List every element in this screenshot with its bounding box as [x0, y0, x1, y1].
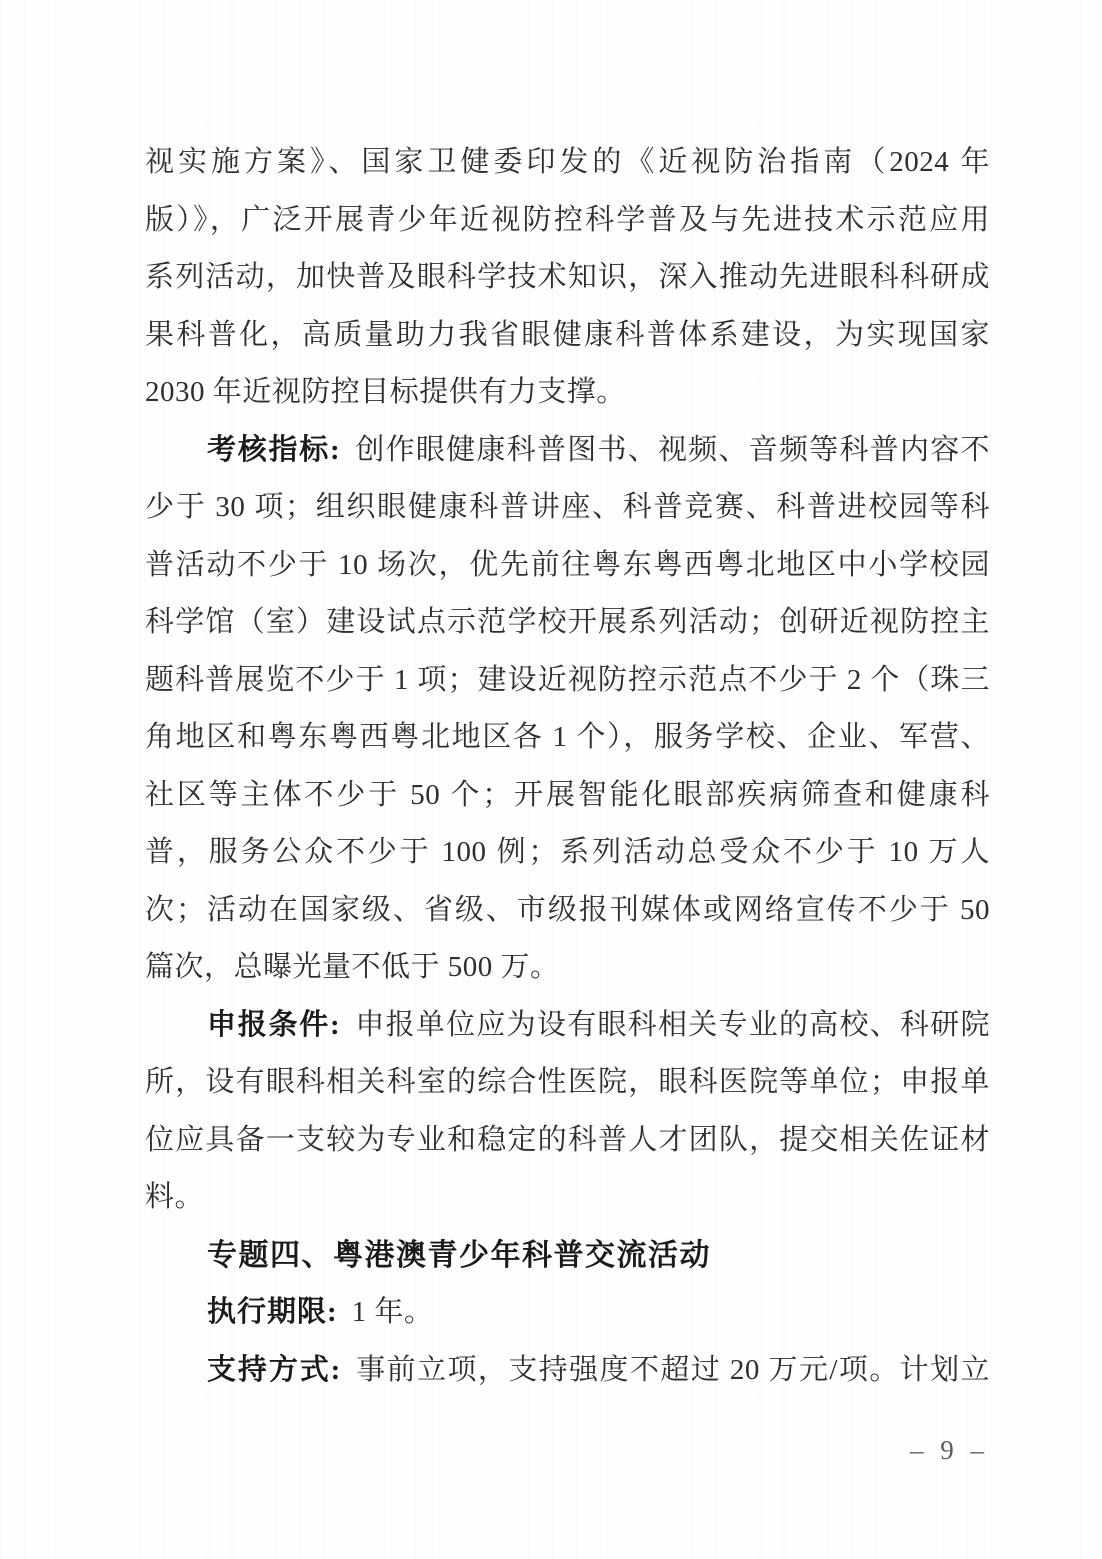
- document-body: [145, 134, 990, 1399]
- text-line: 科学馆（室）建设试点示范学校开展系列活动；创研近视防控主: [145, 606, 990, 638]
- text-line: 少于 30 项；组织眼健康科普讲座、科普竞赛、科普进校园等科: [145, 491, 990, 523]
- text-line: 社区等主体不少于 50 个；开展智能化眼部疾病筛查和健康科: [145, 778, 990, 811]
- field-label: 考核指标:: [207, 433, 341, 466]
- text-line: 题科普展览不少于 1 项；建设近视防控示范点不少于 2 个（珠三: [145, 663, 990, 696]
- text-line: 执行期限: 1 年。: [207, 1296, 434, 1328]
- text-line: 2030 年近视防控目标提供有力支撑。: [145, 376, 626, 408]
- text-line: 果科普化，高质量助力我省眼健康科普体系建设，为实现国家: [145, 318, 990, 351]
- text-line: 所，设有眼科相关科室的综合性医院，眼科医院等单位；申报单: [145, 1066, 990, 1098]
- text-line: 次；活动在国家级、省级、市级报刊媒体或网络宣传不少于 50: [145, 893, 990, 926]
- text-line: 普，服务公众不少于 100 例；系列活动总受众不少于 10 万人: [145, 836, 990, 868]
- field-label: 执行期限:: [207, 1296, 338, 1328]
- page-number: – 9 –: [910, 1435, 989, 1465]
- text-line: 角地区和粤东粤西粤北地区各 1 个），服务学校、企业、军营、: [145, 721, 990, 753]
- text-line: 料。: [145, 1181, 205, 1213]
- text-line: 版）》，广泛开展青少年近视防控科学普及与先进技术示范应用: [145, 203, 990, 236]
- text-line: 考核指标: 创作眼健康科普图书、视频、音频等科普内容不: [207, 433, 990, 466]
- text-line: 普活动不少于 10 场次，优先前往粤东粤西粤北地区中小学校园: [145, 548, 990, 581]
- text-line: 位应具备一支较为专业和稳定的科普人才团队，提交相关佐证材: [145, 1123, 990, 1156]
- text-line: 视实施方案》、国家卫健委印发的《近视防治指南（2024 年: [145, 146, 990, 178]
- text-line: 支持方式: 事前立项，支持强度不超过 20 万元/项。计划立: [207, 1353, 990, 1386]
- text-line: 申报条件: 申报单位应为设有眼科相关专业的高校、科研院: [207, 1008, 990, 1041]
- paragraph-application-requirements: [145, 997, 990, 1227]
- field-label: 申报条件:: [207, 1008, 341, 1041]
- paragraph-support-method: [145, 1342, 990, 1400]
- paragraph-continued-from-previous-page: [145, 134, 990, 422]
- section-heading-topic-four: [145, 1227, 990, 1285]
- text-line: 系列活动，加快普及眼科学技术知识，深入推动先进眼科科研成: [145, 261, 990, 293]
- paragraph-assessment-indicators: [145, 422, 990, 997]
- field-label: 支持方式:: [207, 1353, 342, 1386]
- section-heading: 专题四、粤港澳青少年科普交流活动: [207, 1238, 711, 1272]
- paragraph-execution-period: [145, 1284, 990, 1342]
- text-line: 篇次，总曝光量不低于 500 万。: [145, 951, 560, 983]
